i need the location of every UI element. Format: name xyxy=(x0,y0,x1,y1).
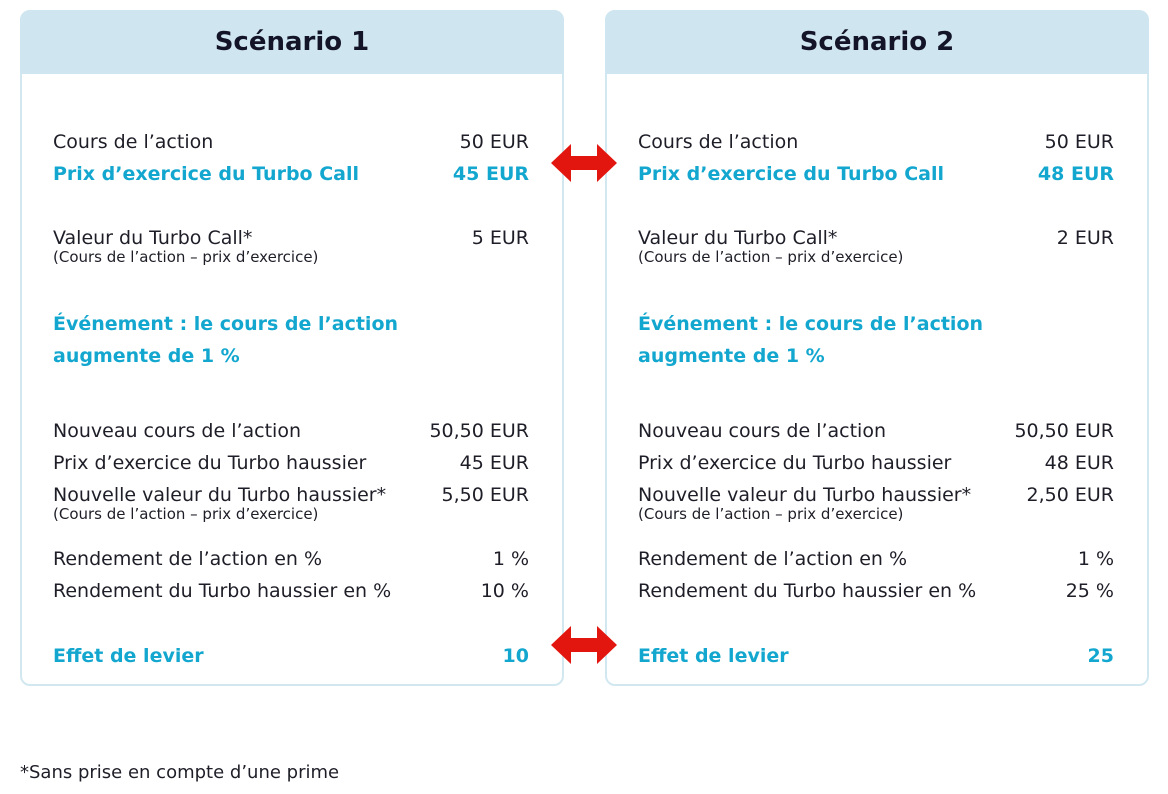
turbo-value-value: 2 EUR xyxy=(1056,227,1114,249)
new-price-value: 50,50 EUR xyxy=(429,420,529,442)
share-price-label: Cours de l’action xyxy=(53,131,214,153)
leverage-value: 25 xyxy=(1087,645,1114,667)
new-turbo-label: Nouvelle valeur du Turbo haussier* xyxy=(53,484,387,506)
new-price-label: Nouveau cours de l’action xyxy=(53,420,301,442)
new-turbo-value: 5,50 EUR xyxy=(441,484,529,506)
turbo-value-label: Valeur du Turbo Call* xyxy=(638,227,838,249)
new-turbo-label: Nouvelle valeur du Turbo haussier* xyxy=(638,484,972,506)
turbo-value-label: Valeur du Turbo Call* xyxy=(53,227,253,249)
event-text xyxy=(638,308,983,372)
share-price-value: 50 EUR xyxy=(459,131,529,153)
new-price-label: Nouveau cours de l’action xyxy=(638,420,886,442)
share-return-value: 1 % xyxy=(1077,548,1114,570)
strike-bull-row xyxy=(638,451,1114,475)
turbo-return-row xyxy=(638,579,1114,603)
scenario-2-title: Scénario 2 xyxy=(605,10,1149,74)
share-return-row xyxy=(53,547,529,571)
leverage-value: 10 xyxy=(502,645,529,667)
share-price-label: Cours de l’action xyxy=(638,131,799,153)
double-headed-arrow-icon xyxy=(549,623,619,667)
strike-bull-value: 48 EUR xyxy=(1044,452,1114,474)
share-price-row xyxy=(638,130,1114,154)
new-price-value: 50,50 EUR xyxy=(1014,420,1114,442)
share-price-value: 50 EUR xyxy=(1044,131,1114,153)
new-turbo-value: 2,50 EUR xyxy=(1026,484,1114,506)
new-price-row xyxy=(638,419,1114,443)
turbo-return-label: Rendement du Turbo haussier en % xyxy=(638,580,977,602)
strike-row xyxy=(53,162,529,186)
share-return-label: Rendement de l’action en % xyxy=(53,548,323,570)
leverage-label: Effet de levier xyxy=(638,645,789,667)
share-return-value: 1 % xyxy=(492,548,529,570)
strike-label: Prix d’exercice du Turbo Call xyxy=(638,163,945,185)
event-text xyxy=(53,308,398,372)
new-price-row xyxy=(53,419,529,443)
strike-value: 45 EUR xyxy=(452,163,529,185)
leverage-row xyxy=(53,644,529,668)
event-line-1: Événement : le cours de l’action xyxy=(53,313,399,335)
event-line-1: Événement : le cours de l’action xyxy=(638,313,984,335)
strike-value: 48 EUR xyxy=(1037,163,1114,185)
strike-row xyxy=(638,162,1114,186)
leverage-label: Effet de levier xyxy=(53,645,204,667)
strike-bull-row xyxy=(53,451,529,475)
share-return-row xyxy=(638,547,1114,571)
strike-bull-value: 45 EUR xyxy=(459,452,529,474)
scenario-1-title: Scénario 1 xyxy=(20,10,564,74)
double-headed-arrow-icon xyxy=(549,141,619,185)
share-price-row xyxy=(53,130,529,154)
scenario-1-card xyxy=(20,10,564,686)
formula-note: (Cours de l’action – prix d’exercice) xyxy=(638,248,904,266)
turbo-value-value: 5 EUR xyxy=(471,227,529,249)
turbo-return-value: 10 % xyxy=(480,580,529,602)
strike-label: Prix d’exercice du Turbo Call xyxy=(53,163,360,185)
formula-note-2: (Cours de l’action – prix d’exercice) xyxy=(53,505,319,523)
formula-note: (Cours de l’action – prix d’exercice) xyxy=(53,248,319,266)
turbo-return-row xyxy=(53,579,529,603)
event-line-2: augmente de 1 % xyxy=(53,345,240,367)
formula-note-2: (Cours de l’action – prix d’exercice) xyxy=(638,505,904,523)
share-return-label: Rendement de l’action en % xyxy=(638,548,908,570)
leverage-row xyxy=(638,644,1114,668)
turbo-return-value: 25 % xyxy=(1065,580,1114,602)
footnote: *Sans prise en compte d’une prime xyxy=(20,762,340,783)
strike-bull-label: Prix d’exercice du Turbo haussier xyxy=(53,452,367,474)
turbo-return-label: Rendement du Turbo haussier en % xyxy=(53,580,392,602)
event-line-2: augmente de 1 % xyxy=(638,345,825,367)
strike-bull-label: Prix d’exercice du Turbo haussier xyxy=(638,452,952,474)
scenario-2-card xyxy=(605,10,1149,686)
